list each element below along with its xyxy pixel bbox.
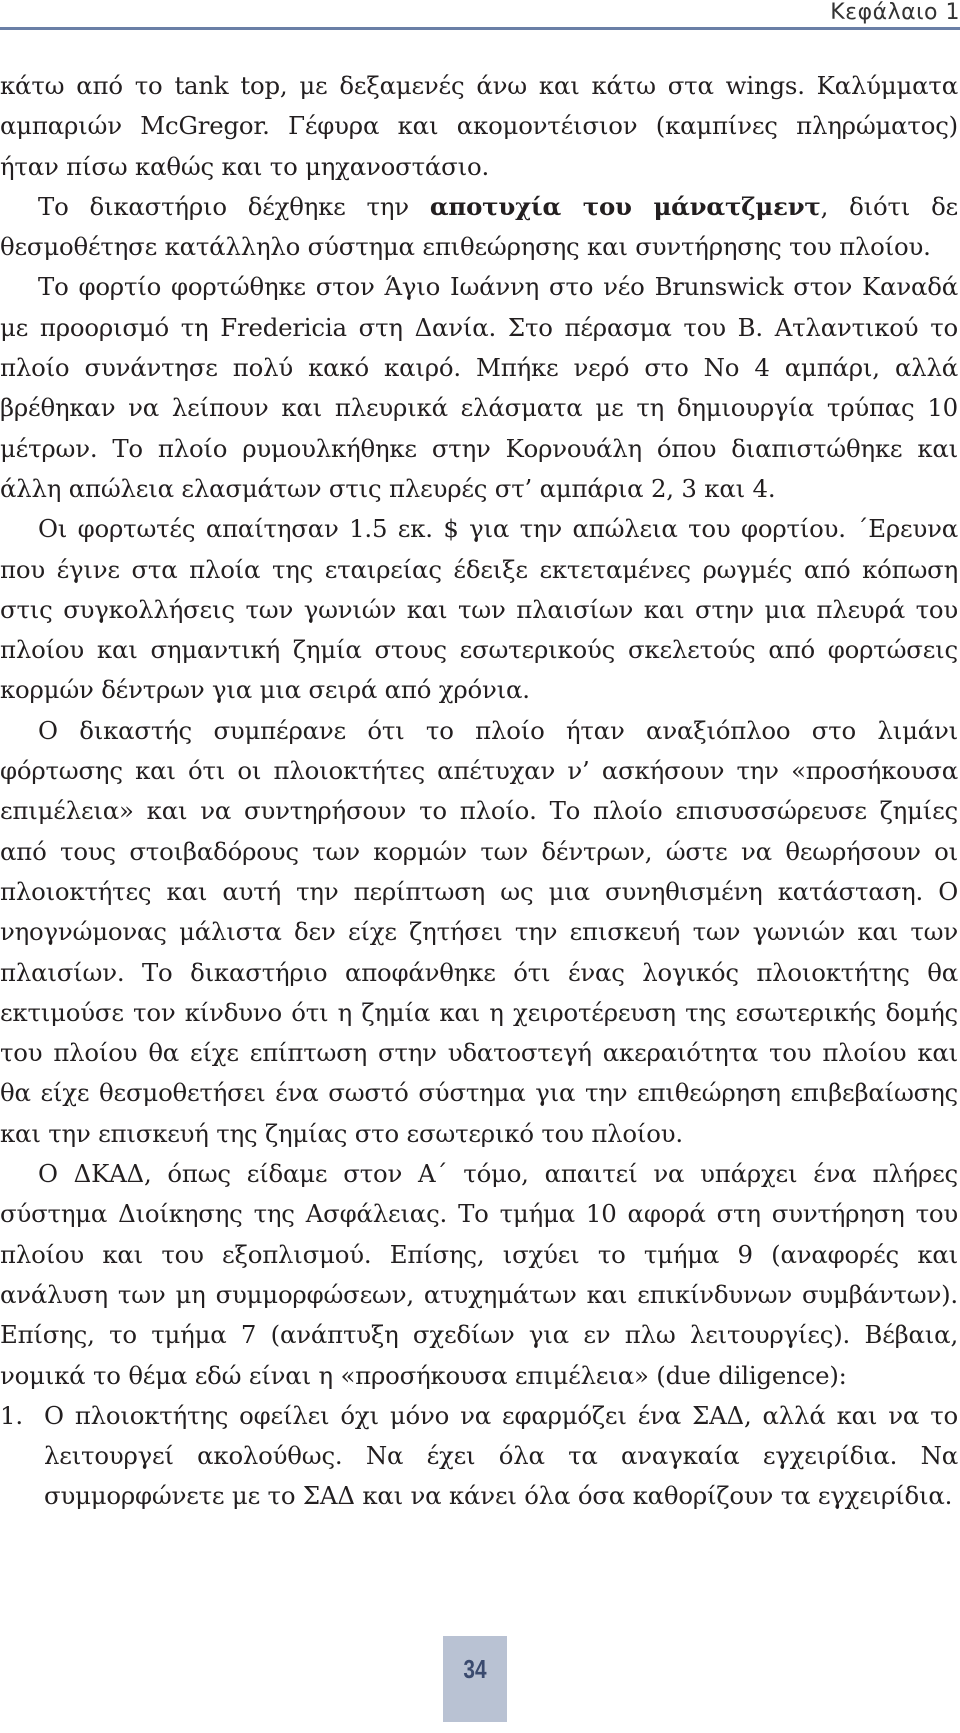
header-rule: [0, 27, 960, 30]
running-header: [0, 0, 960, 34]
paragraph-ism-code: Ο ΔΚΑΔ, όπως είδαμε στον Α΄ τόμο, απαιτεί να υπάρχει ένα πλήρες σύστημα Διοίκησης της Ασφάλειας. Το τμήμα 10 αφορά στη συντήρηση του πλοίου και του εξοπλισμού. Επίσης, ισχύει το τμήμα 9 (αναφορές και ανάλυση των μη συμμορφώσεων, ατυχημάτων και επικίνδυνων συμβάντων). Επίσης, το τμήμα 7 (ανάπτυξη σχεδίων για εν πλω λειτουργίες). Βέβαια, νομικά το θέμα εδώ είναι η «προσήκουσα επιμέλεια» (due diligence):: [0, 1159, 958, 1390]
list-item-text: Ο πλοιοκτήτης οφείλει όχι μόνο να εφαρμόζει ένα ΣΑΔ, αλλά και να το λειτουργεί ακολούθως. Να έχει όλα τα αναγκαία εγχειρίδια. Να συμμορφώνετε με το ΣΑΔ και να κάνει όλα όσα καθορίζουν τα εγχειρίδια.: [44, 1400, 958, 1511]
paragraph-claim: Οι φορτωτές απαίτησαν 1.5 εκ. $ για την απώλεια του φορτίου. ΄Ερευνα που έγινε στα πλοία της εταιρείας έδειξε εκτεταμένες ρωγμές από κόπωση στις συγκολλήσεις των γωνιών και των πλαισίων και στην μια πλευρά του πλοίου και σημαντική ζημία στους εσωτερικούς σκελετούς από φορτώσεις κορμών δέντρων για μια σειρά από χρόνια.: [0, 514, 958, 705]
list-item: [0, 1396, 958, 1517]
running-header-title: Κεφάλαιο 1: [830, 0, 960, 25]
body-text: [0, 66, 958, 1517]
page-footer: [0, 1636, 960, 1726]
page-number-tab: [443, 1636, 507, 1722]
paragraph-continued: κάτω από το tank top, με δεξαμενές άνω και κάτω στα wings. Καλύμματα αμπαριών McGregor. Γέφυρα και ακομοντέισιον (καμπίνες πληρώματος) ήταν πίσω καθώς και το μηχανοστάσιο.: [0, 71, 958, 181]
page-number: 34: [463, 1654, 487, 1684]
paragraph-judgment: Ο δικαστής συμπέρανε ότι το πλοίο ήταν αναξιόπλοο στο λιμάνι φόρτωσης και ότι οι πλοιοκτήτες απέτυχαν ν’ ασκήσουν την «προσήκουσα επιμέλεια» και να συντηρήσουν το πλοίο. Το πλοίο επισυσσώρευσε ζημίες από τους στοιβαδόρους των κορμών των δέντρων, ώστε να θεωρήσουν οι πλοιοκτήτες και αυτή την περίπτωση ως μια συνηθισμένη κατάσταση. Ο νηογνώμονας μάλιστα δεν είχε ζητήσει την επισκευή των γωνιών και των πλαισίων. Το δικαστήριο αποφάνθηκε ότι ένας λογικός πλοιοκτήτης θα εκτιμούσε τον κίνδυνο ότι η ζημία και η χειροτέρευση της εσωτερικής δομής του πλοίου θα είχε επίπτωση στην υδατοστεγή ακεραιότητα του πλοίου και θα είχε θεσμοθετήσει ένα σωστό σύστημα για την επιθεώρηση επιβεβαίωσης και την επισκευή της ζημίας στο εσωτερικό του πλοίου.: [0, 715, 958, 1148]
paragraph-text: , διότι δε θεσμοθέτησε κατάλληλο σύστημα επιθεώρησης και συντήρησης του πλοίου.: [0, 191, 958, 262]
paragraph-cargo-voyage: Το φορτίο φορτώθηκε στον Άγιο Ιωάννη στο νέο Brunswick στον Καναδά με προορισμό τη Fredericia στη Δανία. Στο πέρασμα του Β. Ατλαντικού το πλοίο συνάντησε πολύ κακό καιρό. Μπήκε νερό στο Νο 4 αμπάρι, αλλά βρέθηκαν να λείπουν και πλευρικά ελάσματα με τη δημιουργία τρύπας 10 μέτρων. Το πλοίο ρυμουλκήθηκε στην Κορνουάλη όπου διαπιστώθηκε και άλλη απώλεια ελασμάτων στις πλευρές στ’ αμπάρια 2, 3 και 4.: [0, 272, 958, 503]
list-item-number: 1.: [0, 1400, 23, 1430]
emphasized-phrase: αποτυχία του μάνατζμεντ: [429, 191, 821, 221]
paragraph-text: Το δικαστήριο δέχθηκε την: [38, 191, 430, 221]
paragraph-management-failure: [0, 187, 958, 268]
